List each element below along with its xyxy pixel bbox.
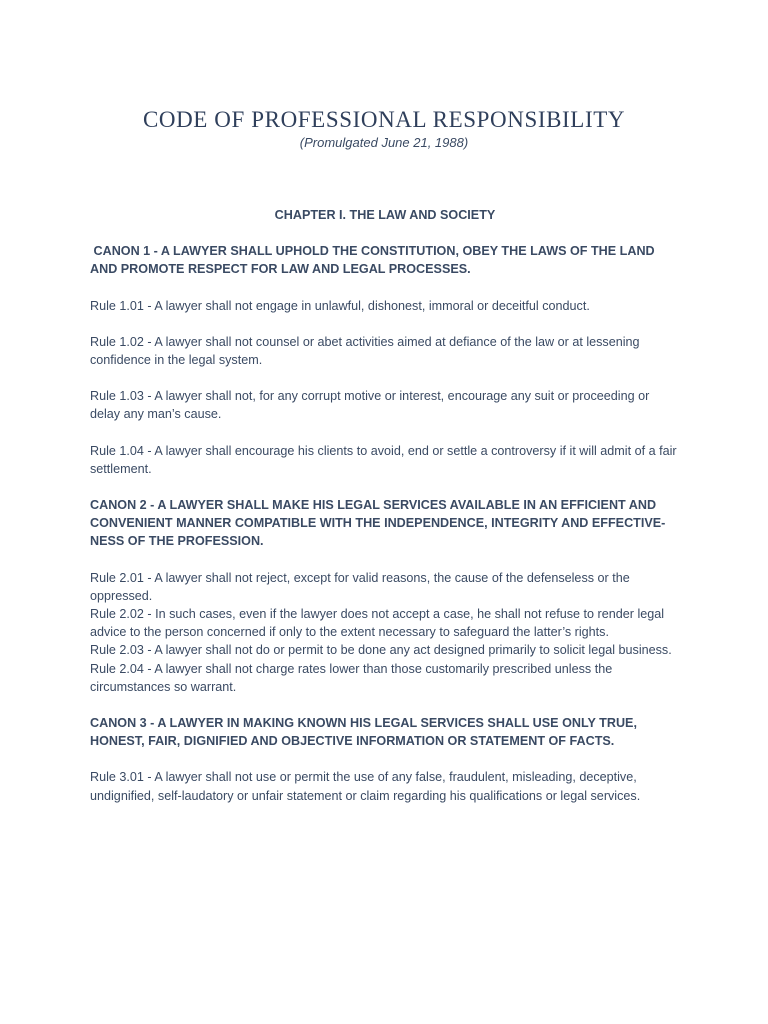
canon-2: CANON 2 - A LAWYER SHALL MAKE HIS LEGAL SERVICES AVAILABLE IN AN EFFICIENT AND CONVENIENT MANNER COMPATIBLE WITH THE INDEPENDENCE, INTEGRITY AND EFFECTIVE-NESS OF THE PROFESSION. bbox=[90, 498, 666, 549]
rule-2-01: Rule 2.01 - A lawyer shall not reject, except for valid reasons, the cause of the defenseless or the oppressed. bbox=[90, 570, 630, 603]
document-title: CODE OF PROFESSIONAL RESPONSIBILITY bbox=[142, 107, 626, 132]
rule-1-01: Rule 1.01 - A lawyer shall not engage in unlawful, dishonest, immoral or deceitful conduct. bbox=[90, 298, 590, 313]
rule-1-04: Rule 1.04 - A lawyer shall encourage his clients to avoid, end or settle a controversy if it will admit of a fair settlement. bbox=[90, 443, 677, 476]
rule-2-03: Rule 2.03 - A lawyer shall not do or permit to be done any act designed primarily to solicit legal business. bbox=[90, 643, 672, 658]
rule-1-02: Rule 1.02 - A lawyer shall not counsel or abet activities aimed at defiance of the law or at lessening confidence in the legal system. bbox=[90, 334, 640, 368]
document-body bbox=[90, 206, 680, 823]
document-subtitle: (Promulgated June 21, 1988) bbox=[299, 135, 469, 150]
chapter-heading: CHAPTER I. THE LAW AND SOCIETY bbox=[274, 208, 496, 222]
canon-3: CANON 3 - A LAWYER IN MAKING KNOWN HIS LEGAL SERVICES SHALL USE ONLY TRUE, HONEST, FAIR, DIGNIFIED AND OBJECTIVE INFORMATION OR STATEMENT OF FACTS. bbox=[90, 716, 637, 749]
rule-2-04: Rule 2.04 - A lawyer shall not charge rates lower than those customarily prescribed unless the circumstances so warrant. bbox=[90, 661, 613, 694]
rule-3-01: Rule 3.01 - A lawyer shall not use or permit the use of any false, fraudulent, misleading, deceptive, undignified, self-laudatory or unfair statement or claim regarding his qualifications or legal services. bbox=[90, 770, 641, 803]
rule-2-02: Rule 2.02 - In such cases, even if the lawyer does not accept a case, he shall not refuse to render legal advice to the person concerned if only to the extent necessary to safeguard the latter’s rights. bbox=[90, 607, 665, 640]
canon-2-rules bbox=[90, 569, 680, 696]
canon-1: CANON 1 - A LAWYER SHALL UPHOLD THE CONSTITUTION, OBEY THE LAWS OF THE LAND AND PROMOTE RESPECT FOR LAW AND LEGAL PROCESSES. bbox=[90, 244, 658, 277]
rule-1-03: Rule 1.03 - A lawyer shall not, for any corrupt motive or interest, encourage any suit or proceeding or delay any man’s cause. bbox=[90, 389, 650, 422]
